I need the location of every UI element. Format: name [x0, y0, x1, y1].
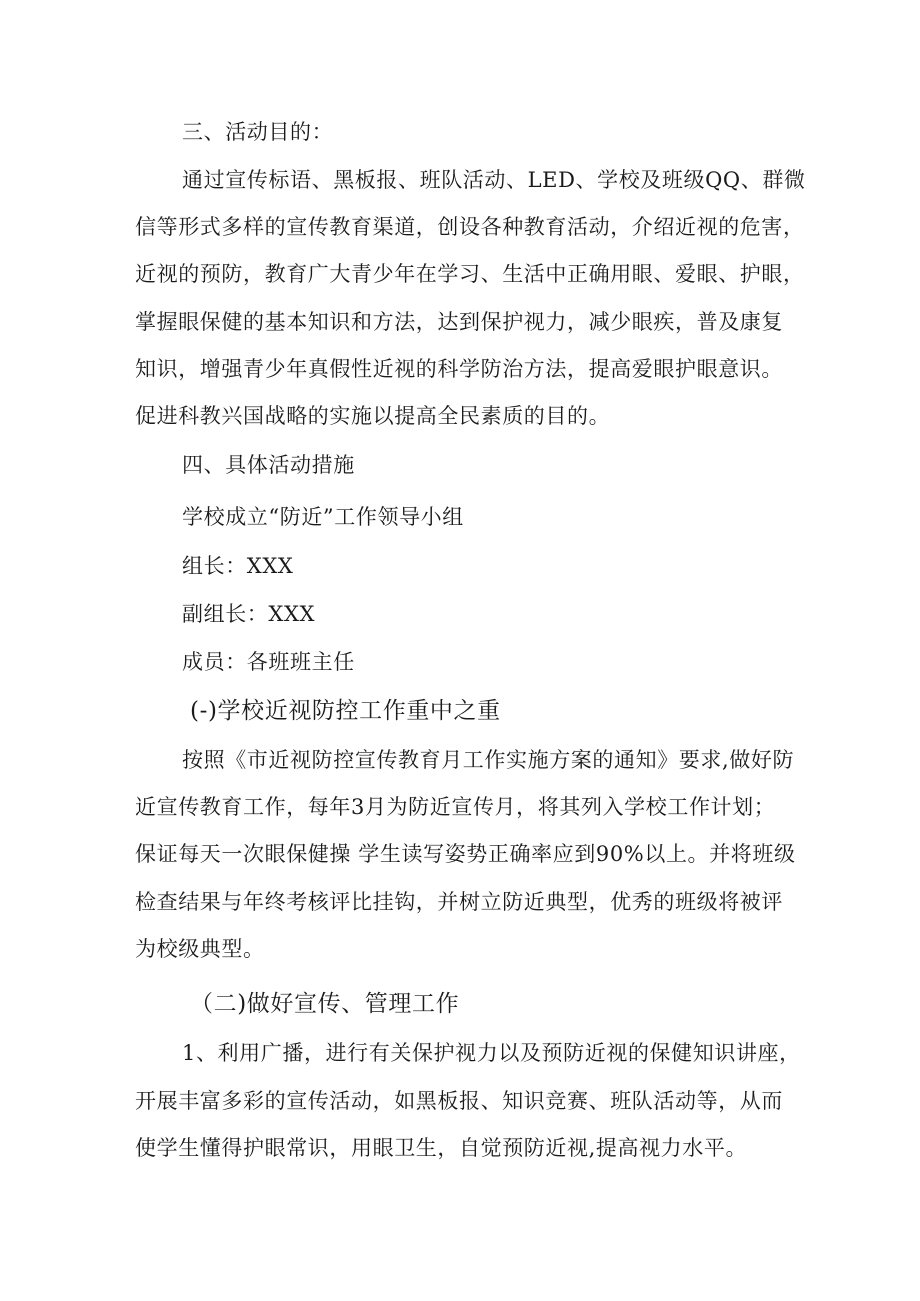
- subsection-2-paragraph-line: 开展丰富多彩的宣传活动，如黑板报、知识竞赛、班队活动等，从而: [135, 1089, 783, 1113]
- section-3-heading: 三、活动目的：: [182, 120, 334, 144]
- subsection-1-paragraph-line: 检查结果与年终考核评比挂钩，并树立防近典型，优秀的班级将被评: [135, 890, 783, 914]
- section-3-paragraph-line: 近视的预防，教育广大青少年在学习、生活中正确用眼、爱眼、护眼，: [135, 262, 805, 286]
- subsection-1-paragraph-line: 为校级典型。: [135, 937, 265, 961]
- subsection-2-heading: （二)做好宣传、管理工作: [190, 991, 460, 1017]
- subsection-1-paragraph-line: 近宣传教育工作，每年3月为防近宣传月，将其列入学校工作计划；: [135, 795, 776, 819]
- leadership-group-title: 学校成立“防近”工作领导小组: [182, 505, 464, 529]
- section-3-paragraph-line: 信等形式多样的宣传教育渠道，创设各种教育活动，介绍近视的危害，: [135, 215, 805, 239]
- section-3-paragraph-line: 掌握眼保健的基本知识和方法，达到保护视力，减少眼疾，普及康复: [135, 310, 783, 334]
- subsection-1-paragraph-line: 保证每天一次眼保健操 学生读写姿势正确率应到90%以上。并将班级: [135, 842, 796, 866]
- section-3-paragraph-line: 通过宣传标语、黑板报、班队活动、LED、学校及班级QQ、群微: [182, 168, 806, 192]
- subsection-2-paragraph-line: 1、利用广播，进行有关保护视力以及预防近视的保健知识讲座，: [182, 1041, 801, 1065]
- subsection-1-paragraph-line: 按照《市近视防控宣传教育月工作实施方案的通知》要求,做好防: [182, 748, 795, 772]
- group-leader: 组长：XXX: [182, 554, 294, 578]
- group-members: 成员：各班班主任: [182, 650, 355, 674]
- section-3-paragraph-line: 促进科教兴国战略的实施以提高全民素质的目的。: [135, 404, 611, 428]
- section-3-paragraph-line: 知识，增强青少年真假性近视的科学防治方法，提高爱眼护眼意识。: [135, 357, 783, 381]
- subsection-1-heading: (-)学校近视防控工作重中之重: [190, 698, 501, 724]
- group-deputy-leader: 副组长：XXX: [182, 602, 316, 626]
- subsection-2-paragraph-line: 使学生懂得护眼常识，用眼卫生，自觉预防近视,提高视力水平。: [135, 1136, 748, 1160]
- section-4-heading: 四、具体活动措施: [182, 453, 355, 477]
